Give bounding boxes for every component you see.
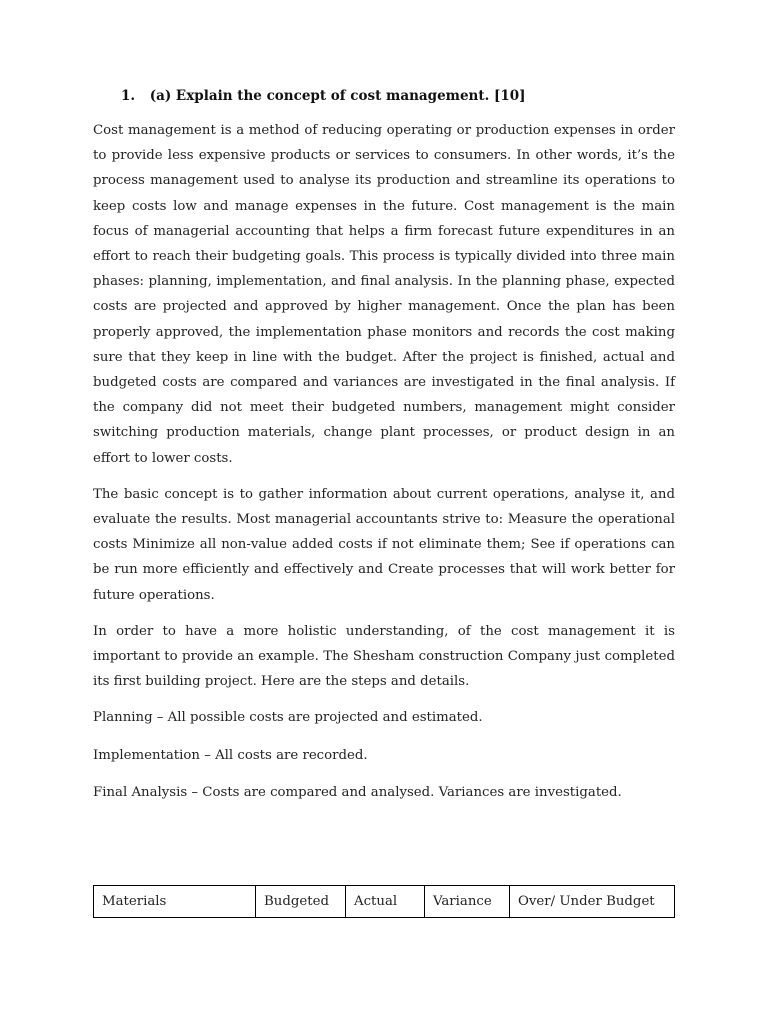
phase-planning: Planning – All possible costs are projected and estimated. [93, 710, 483, 726]
header-over-under-budget: Over/ Under Budget [510, 886, 675, 918]
table-header-row [94, 886, 675, 918]
phase-final-analysis: Final Analysis – Costs are compared and analysed. Variances are investigated. [93, 784, 622, 800]
header-variance: Variance [425, 886, 510, 918]
paragraph-cost-management-definition: Cost management is a method of reducing operating or production expenses in order to provide less expensive products or services to consumers. In other words, it’s the process management used to analyse its production and streamline its operations to keep costs low and manage expenses in the future. Cost management is the main focus of managerial accounting that helps a firm forecast future expenditures in an effort to reach their budgeting goals. This process is typically divided into three main phases: planning, implementation, and final analysis. In the planning phase, expected costs are projected and approved by higher management. Once the plan has been properly approved, the implementation phase monitors and records the cost making sure that they keep in line with the budget. After the project is finished, actual and budgeted costs are compared and variances are investigated in the final analysis. If the company did not meet their budgeted numbers, management might consider switching production materials, change plant processes, or product design in an effort to lower costs. [93, 123, 675, 466]
question-heading [121, 86, 675, 106]
budget-table [93, 885, 675, 918]
header-materials: Materials [94, 886, 256, 918]
phase-implementation: Implementation – All costs are recorded. [93, 747, 368, 763]
question-text: (a) Explain the concept of cost management. [10] [149, 88, 526, 104]
header-budgeted: Budgeted [256, 886, 346, 918]
paragraph-basic-concept: The basic concept is to gather information about current operations, analyse it, and evaluate the results. Most managerial accountants strive to: Measure the operational costs Minimize all non-value added costs if not eliminate them; See if operations can be run more efficiently and effectively and Create processes that will work better for future operations. [93, 486, 675, 603]
paragraph-example-intro: In order to have a more holistic understanding, of the cost management it is important to provide an example. The Shesham construction Company just completed its first building project. Here are the steps and details. [93, 623, 675, 690]
document-body [93, 86, 675, 817]
question-number: 1. [121, 88, 136, 104]
header-actual: Actual [346, 886, 425, 918]
